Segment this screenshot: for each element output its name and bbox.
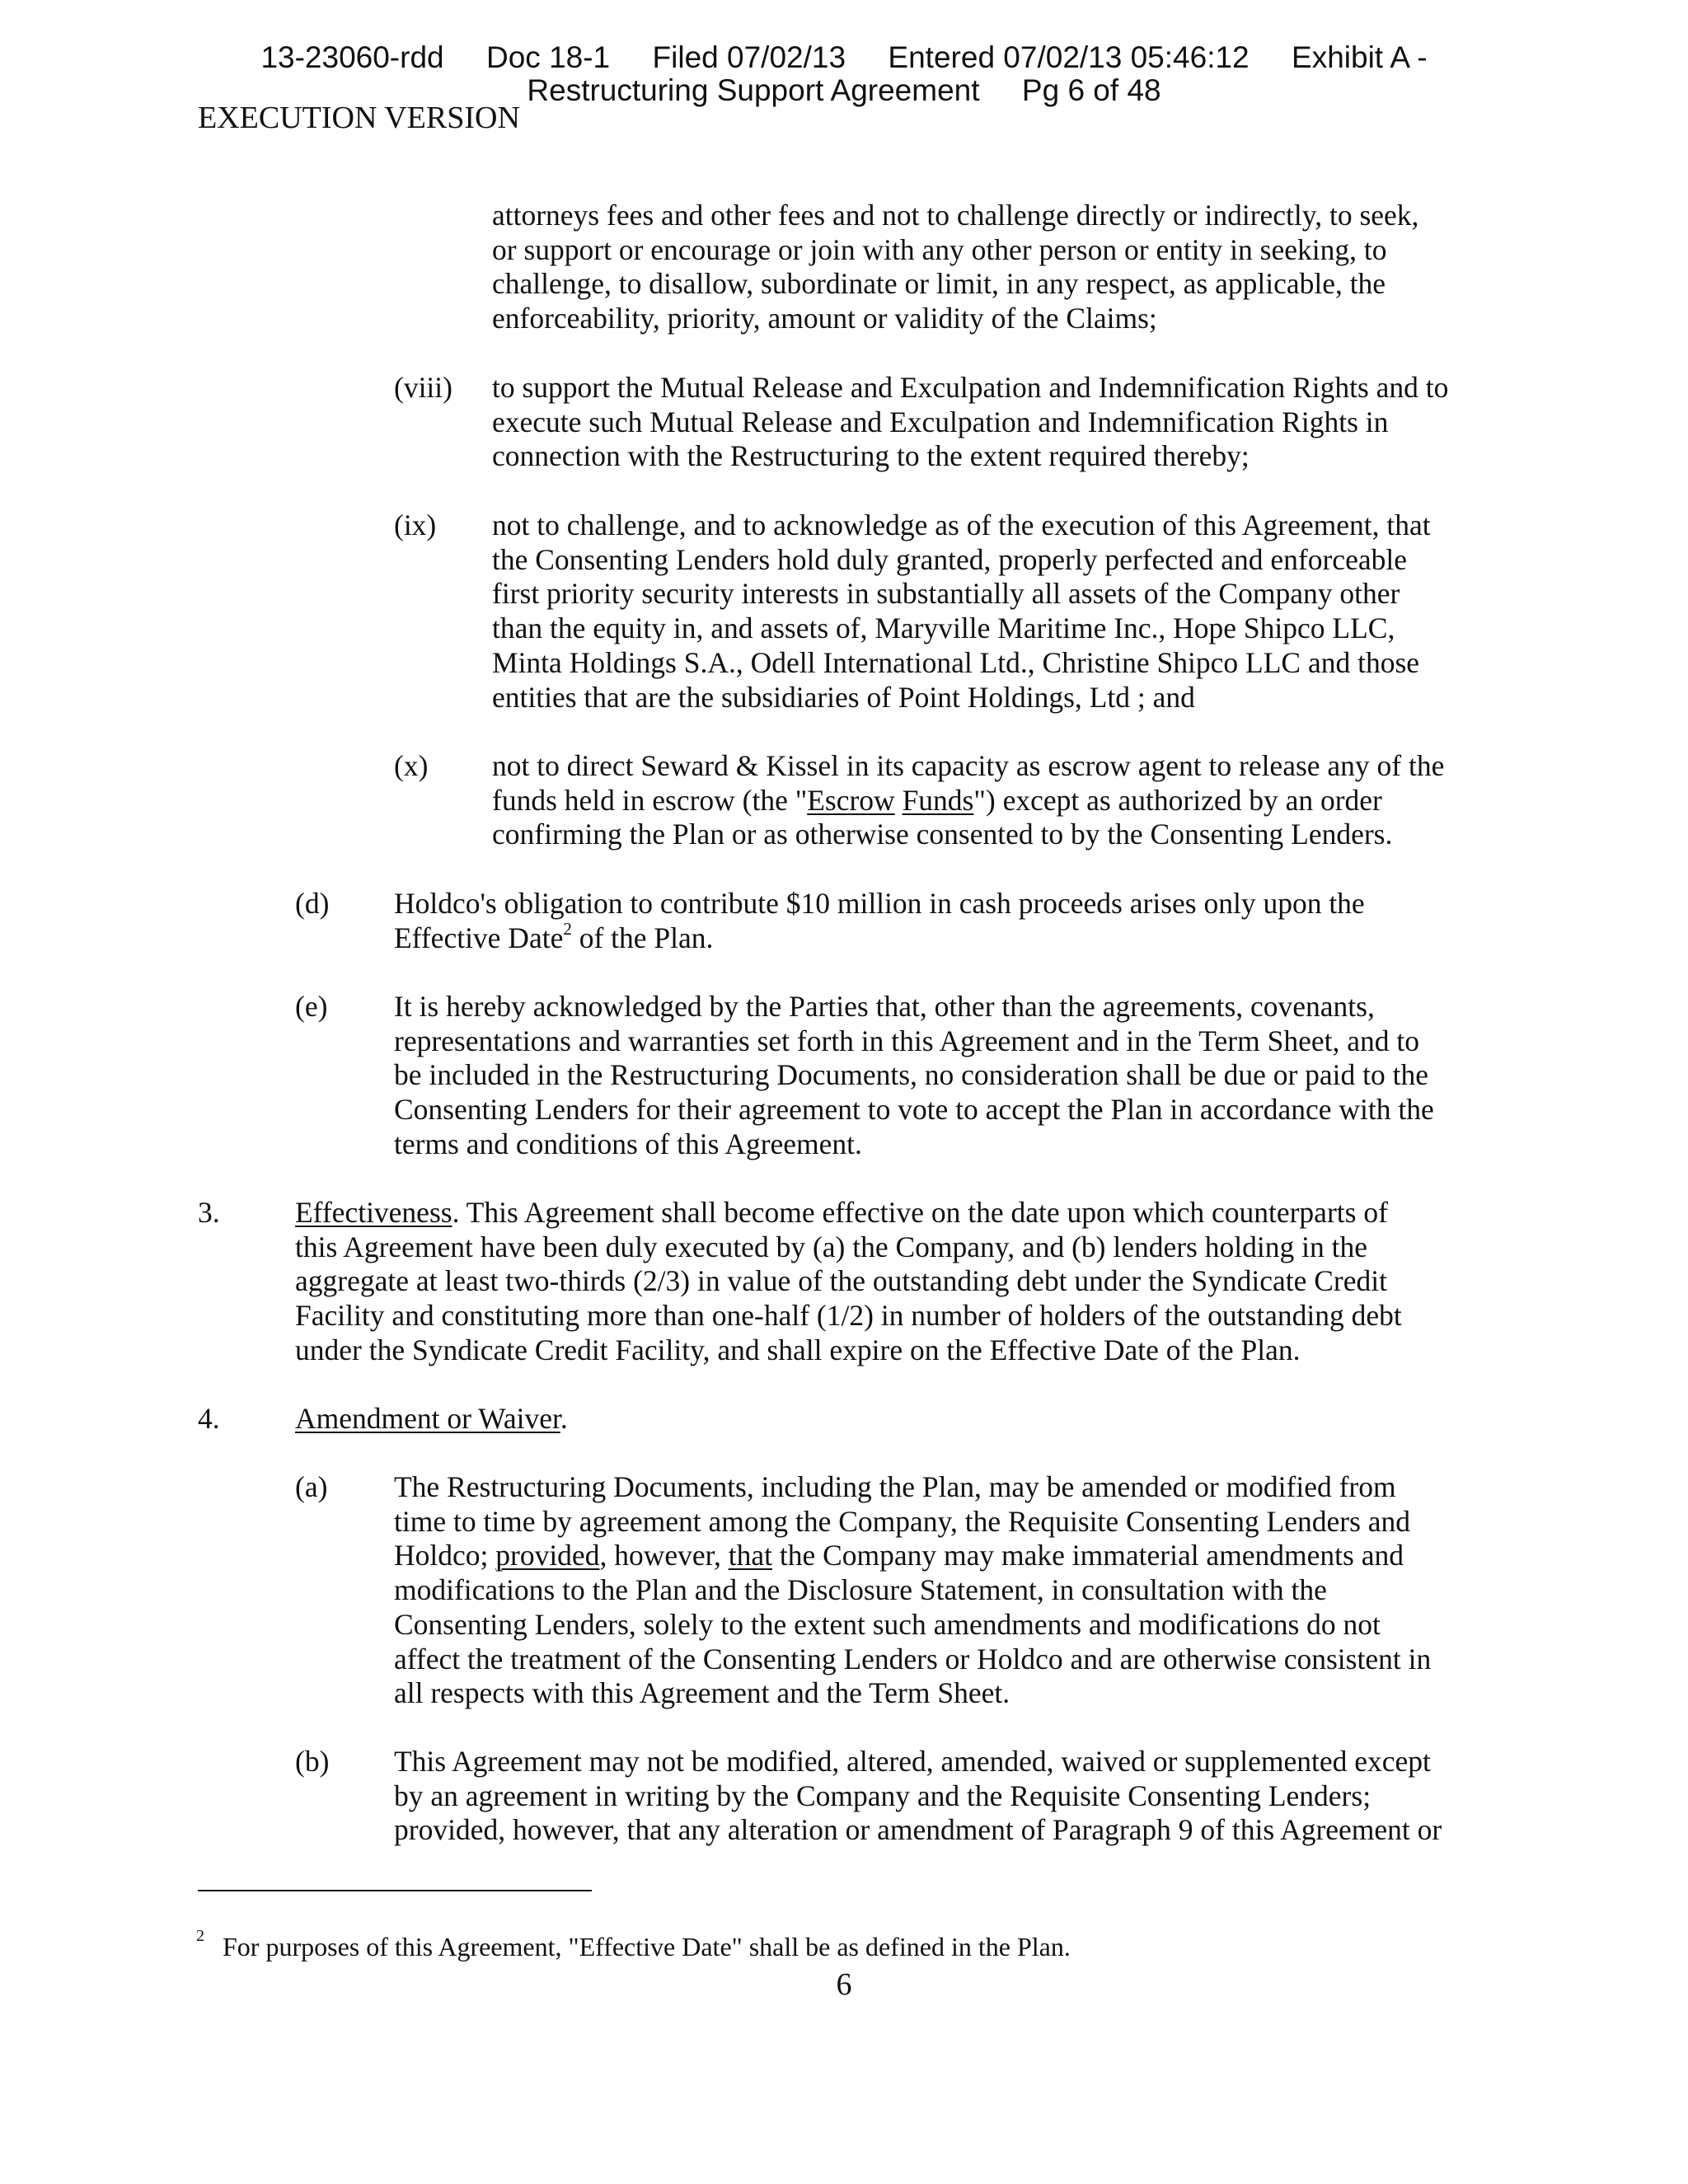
clause-x-label: (x) xyxy=(394,749,429,782)
footnote-mark: 2 xyxy=(196,1927,204,1946)
section-3-title: Effectiveness xyxy=(295,1196,452,1229)
clause-x-text: not to direct Seward & Kissel in its capacity as escrow agent to release any of the funds held in escrow (the "Escrow Funds") except as authorized by an order confirming the Plan or as otherwise consented to by the Consenting Lenders. xyxy=(492,749,1445,851)
section-3-number: 3. xyxy=(198,1196,220,1229)
clause-4a-text: The Restructuring Documents, including the Plan, may be amended or modified from time to time by agreement among the Company, the Requisite Consenting Lenders and Holdco; provided, however, that the Company may make immaterial amendments and modifications to the Plan and the Disclosure Statement, in consultation with the Consenting Lenders, solely to the extent such amendments and modifications do not affect the treatment of the Consenting Lenders or Holdco and are otherwise consistent in all respects with this Agreement and the Term Sheet. xyxy=(394,1470,1432,1710)
provided-term: provided xyxy=(495,1539,600,1572)
section-4-title: Amendment or Waiver xyxy=(295,1402,560,1435)
page-number: 6 xyxy=(836,1967,852,2002)
clause-ix-text: not to challenge, and to acknowledge as of the execution of this Agreement, that the Consenting Lenders hold duly granted, properly perfected and enforceable first priority security interests in substantially all assets of the Company other than the equity in, and assets of, Maryville Maritime Inc., Hope Shipco LLC, Minta Holdings S.A., Odell International Ltd., Christine Shipco LLC and those entities that are the subsidiaries of Point Holdings, Ltd ; and xyxy=(492,509,1431,714)
filing-header-line2: Restructuring Support Agreement Pg 6 of 48 xyxy=(527,73,1161,107)
clause-4a-line3: Holdco; provided, however, that the Company may make immaterial amendments and xyxy=(394,1539,1404,1572)
section-3-line1: Effectiveness. This Agreement shall become effective on the date upon which counterparts of xyxy=(295,1196,1388,1229)
execution-version-label: EXECUTION VERSION xyxy=(198,101,520,135)
footnote-2 xyxy=(196,1927,1071,1962)
filing-header-line1: 13-23060-rdd Doc 18-1 Filed 07/02/13 Entered 07/02/13 05:46:12 Exhibit A - xyxy=(260,40,1428,74)
footnote-ref-2: 2 xyxy=(563,918,572,939)
clause-d-line2: Effective Date$^2$ of the Plan. xyxy=(394,918,714,954)
clause-e-label: (e) xyxy=(295,990,328,1023)
footnote-text: For purposes of this Agreement, "Effective Date" shall be as defined in the Plan. xyxy=(223,1932,1071,1961)
section-4-heading: Amendment or Waiver. xyxy=(295,1402,568,1435)
clause-4a-label: (a) xyxy=(295,1470,328,1503)
section-3-text: Effectiveness. This Agreement shall become effective on the date upon which counterparts of this Agreement have been duly executed by (a) the Company, and (b) lenders holding in the aggregate at least two-thirds (2/3) in value of the outstanding debt under the Syndicate Credit Facility and constituting more than one-half (1/2) in number of holders of the outstanding debt under the Syndicate Credit Facility, and shall expire on the Effective Date of the Plan. xyxy=(295,1196,1402,1366)
footnote-separator xyxy=(198,1890,592,1891)
clause-x-line2: funds held in escrow (the "Escrow Funds") except as authorized by an order xyxy=(492,783,1382,817)
clause-viii-label: (viii) xyxy=(394,371,452,404)
clause-vii-continuation: attorneys fees and other fees and not to challenge directly or indirectly, to seek, or support or encourage or join with any other person or entity in seeking, to challenge, to disallow, subordinate or limit, in any respect, as applicable, the enforceability, priority, amount or validity of the Claims; xyxy=(492,199,1419,335)
clause-e-text: It is hereby acknowledged by the Parties that, other than the agreements, covenants, representations and warranties set forth in this Agreement and in the Term Sheet, and to be included in the Restructuring Documents, no consideration shall be due or paid to the Consenting Lenders for their agreement to vote to accept the Plan in accordance with the terms and conditions of this Agreement. xyxy=(394,990,1434,1160)
clause-d-text: Holdco's obligation to contribute $10 million in cash proceeds arises only upon the Effective Date$^2$ of the Plan. xyxy=(394,887,1365,954)
escrow-term: Escrow xyxy=(807,783,895,817)
funds-term: Funds xyxy=(902,783,974,817)
clause-viii-text: to support the Mutual Release and Exculpation and Indemnification Rights and to execute such Mutual Release and Exculpation and Indemnification Rights in connection with the Restructuring to the extent required thereby; xyxy=(492,371,1449,473)
section-4-number: 4. xyxy=(198,1402,220,1435)
clause-4b-label: (b) xyxy=(295,1745,330,1778)
that-term: that xyxy=(728,1539,772,1572)
clause-ix-label: (ix) xyxy=(394,509,437,541)
clause-4b-text: This Agreement may not be modified, altered, amended, waived or supplemented except by an agreement in writing by the Company and the Requisite Consenting Lenders; provided, however, that any alteration or amendment of Paragraph 9 of this Agreement or xyxy=(394,1745,1442,1847)
clause-d-label: (d) xyxy=(295,887,330,920)
